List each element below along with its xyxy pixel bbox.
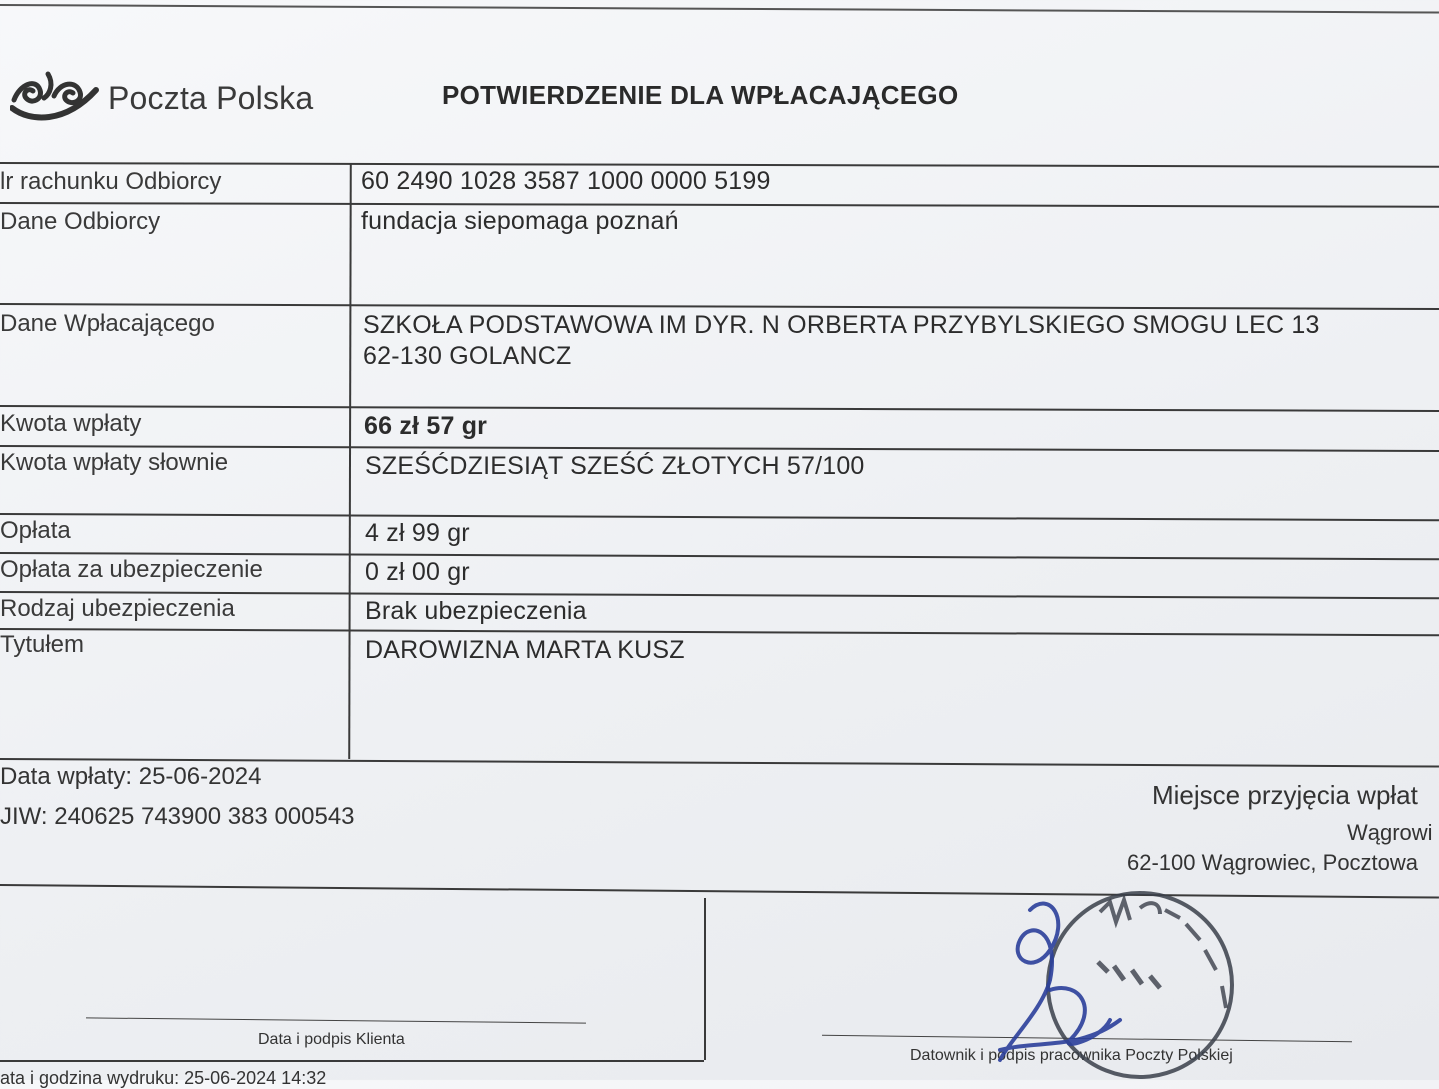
postal-stamp	[990, 890, 1260, 1085]
document-title: POTWIERDZENIE DLA WPŁACAJĄCEGO	[442, 80, 959, 110]
client-signature-line	[86, 1017, 586, 1023]
amount-label: Kwota wpłaty	[0, 410, 142, 437]
account-number-value: 60 2490 1028 3587 1000 0000 5199	[361, 167, 771, 195]
payment-date: Data wpłaty: 25-06-2024	[0, 763, 262, 790]
table-line	[0, 628, 1439, 636]
insurance-fee-label: Opłata za ubezpieczenie	[0, 556, 263, 583]
account-number-label: lr rachunku Odbiorcy	[0, 168, 222, 195]
amount-words-label: Kwota wpłaty słownie	[0, 449, 229, 476]
fee-value: 4 zł 99 gr	[365, 519, 470, 547]
client-signature-label: Data i podpis Klienta	[258, 1031, 405, 1048]
title-value: DAROWIZNA MARTA KUSZ	[365, 636, 685, 664]
payer-address-value: 62-130 GOLANCZ	[363, 342, 572, 370]
insurance-fee-value: 0 zł 00 gr	[365, 558, 470, 586]
table-line	[0, 405, 1439, 412]
place-city: Wągrowi	[1347, 820, 1433, 845]
signature-box-bottom	[0, 1060, 704, 1062]
recipient-label: Dane Odbiorcy	[0, 208, 161, 235]
insurance-type-label: Rodzaj ubezpieczenia	[0, 595, 235, 622]
recipient-value: fundacja siepomaga poznań	[361, 207, 679, 235]
place-title: Miejsce przyjęcia wpłat	[1152, 780, 1418, 810]
brand-name: Poczta Polska	[108, 79, 314, 116]
postal-signature-label: Datownik i podpis pracownika Poczty Polskiej	[910, 1047, 1233, 1064]
column-divider	[348, 163, 352, 759]
post-horn-icon	[10, 70, 100, 126]
table-line	[0, 202, 1439, 208]
print-timestamp: ata i godzina wydruku: 25-06-2024 14:32	[0, 1068, 327, 1088]
amount-value: 66 zł 57 gr	[364, 412, 488, 440]
signature-divider	[704, 898, 706, 1060]
table-line	[0, 303, 1439, 310]
place-address: 62-100 Wągrowiec, Pocztowa	[1127, 850, 1419, 875]
table-line	[0, 513, 1439, 521]
fee-label: Opłata	[0, 517, 71, 544]
payer-value: SZKOŁA PODSTAWOWA IM DYR. N ORBERTA PRZYBYLSKIEGO SMOGU LEC 13	[363, 311, 1320, 339]
top-border	[0, 4, 1439, 14]
transaction-id: JIW: 240625 743900 383 000543	[0, 803, 355, 830]
insurance-type-value: Brak ubezpieczenia	[365, 597, 587, 625]
payer-label: Dane Wpłacającego	[0, 310, 215, 337]
brand-logo	[10, 70, 313, 126]
title-label: Tytułem	[0, 631, 85, 658]
amount-words-value: SZEŚĆDZIESIĄT SZEŚĆ ZŁOTYCH 57/100	[365, 452, 865, 480]
